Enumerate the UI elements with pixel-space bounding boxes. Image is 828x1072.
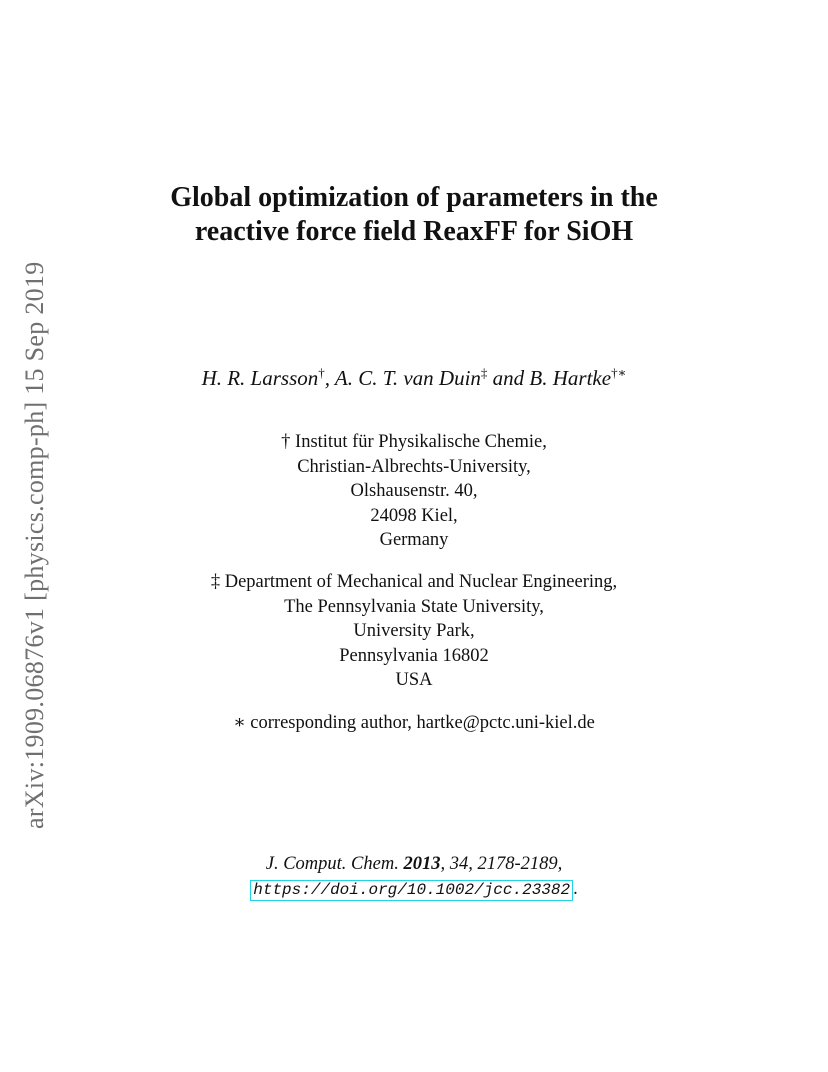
doi-period: . bbox=[573, 878, 578, 899]
paper-title bbox=[0, 181, 828, 249]
author-mark-1: † bbox=[318, 365, 325, 380]
citation-sep: , bbox=[557, 854, 563, 874]
citation-sep: , bbox=[440, 854, 450, 874]
doi-line bbox=[0, 877, 828, 902]
affiliation-penn-state bbox=[0, 570, 828, 693]
affiliation-line: University Park, bbox=[353, 621, 475, 641]
corresponding-author: ∗ corresponding author, hartke@pctc.uni-kiel.de bbox=[233, 713, 595, 733]
title-line-2: reactive force field ReaxFF for SiOH bbox=[194, 216, 634, 247]
affiliation-line: Germany bbox=[379, 530, 449, 550]
citation-pages: 2178-2189 bbox=[477, 854, 558, 874]
doi-link[interactable]: https://doi.org/10.1002/jcc.23382 bbox=[250, 880, 573, 901]
journal-citation bbox=[0, 852, 828, 901]
citation-line bbox=[0, 852, 828, 877]
author-hartke: B. Hartke bbox=[529, 366, 612, 390]
journal-name: J. Comput. Chem. bbox=[265, 854, 399, 874]
title-line-1: Global optimization of parameters in the bbox=[170, 182, 658, 213]
affiliation-line: Christian-Albrechts-University, bbox=[297, 456, 531, 477]
citation-volume: 34 bbox=[449, 854, 469, 874]
author-separator-2: and bbox=[487, 366, 530, 390]
affiliation-line: 24098 Kiel, bbox=[370, 505, 458, 526]
author-list bbox=[0, 364, 828, 392]
affiliation-line: Olshausenstr. 40, bbox=[350, 481, 478, 501]
affiliation-kiel bbox=[0, 430, 828, 553]
affiliation-line: † Institut für Physikalische Chemie, bbox=[281, 432, 547, 452]
affiliation-line: USA bbox=[395, 670, 433, 690]
author-mark-3: †∗ bbox=[611, 365, 627, 380]
author-van-duin: A. C. T. van Duin bbox=[334, 366, 481, 390]
author-separator-1: , bbox=[324, 366, 335, 390]
affiliation-line: The Pennsylvania State University, bbox=[284, 596, 544, 617]
affiliation-line: Pennsylvania 16802 bbox=[339, 645, 489, 666]
author-larsson: H. R. Larsson bbox=[201, 366, 319, 390]
citation-sep: , bbox=[468, 854, 478, 874]
affiliation-line: ‡ Department of Mechanical and Nuclear Engineering, bbox=[210, 572, 618, 592]
citation-year: 2013 bbox=[403, 854, 441, 874]
author-mark-2: ‡ bbox=[480, 365, 488, 380]
arxiv-identifier-stamp: arXiv:1909.06876v1 [physics.comp-ph] 15 Sep 2019 bbox=[20, 261, 49, 829]
